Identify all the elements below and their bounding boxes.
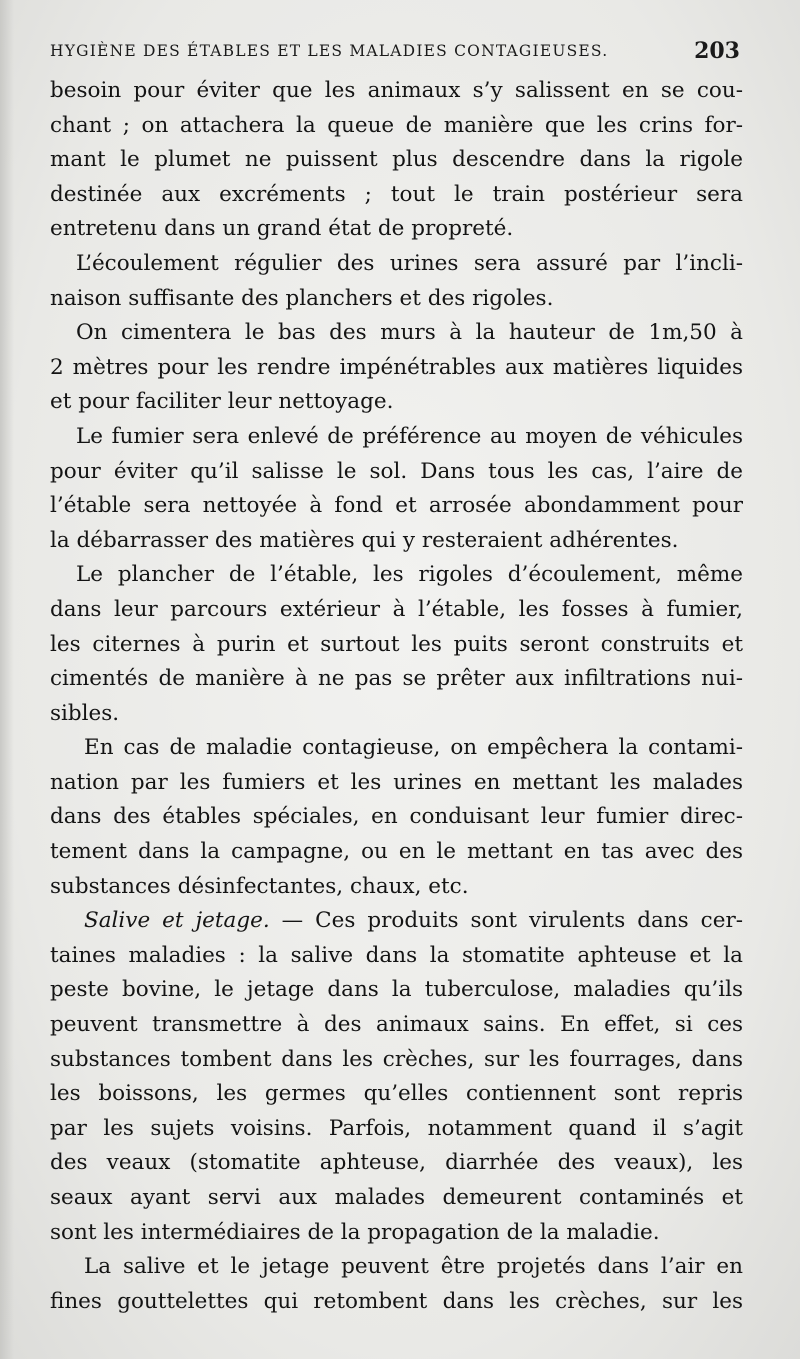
text-fragment: — Ces produits sont virulents dans cer- bbox=[269, 908, 743, 934]
text-line: pour éviter qu’il salisse le sol. Dans tous les cas, l’aire de bbox=[50, 458, 743, 484]
paragraph-5 bbox=[50, 558, 743, 731]
page-number: 203 bbox=[694, 38, 740, 64]
text-line: l’étable sera nettoyée à fond et arrosée abondamment pour bbox=[50, 493, 743, 519]
page-header bbox=[50, 38, 740, 74]
text-line: dans leur parcours extérieur à l’étable, les fosses à fumier, bbox=[50, 596, 743, 622]
text-line: chant ; on attachera la queue de manière que les crins for- bbox=[50, 112, 743, 138]
text-line: des veaux (stomatite aphteuse, diarrhée des veaux), les bbox=[50, 1150, 743, 1176]
text-line: sibles. bbox=[50, 700, 120, 726]
text-line: par les sujets voisins. Parfois, notamment quand il s’agit bbox=[50, 1115, 743, 1141]
text-line: Le plancher de l’étable, les rigoles d’écoulement, même bbox=[76, 562, 743, 588]
paragraph-3 bbox=[50, 316, 743, 420]
text-line: substances désinfectantes, chaux, etc. bbox=[50, 873, 469, 899]
text-line: peuvent transmettre à des animaux sains. En effet, si ces bbox=[50, 1012, 743, 1038]
text-line: les boissons, les germes qu’elles contiennent sont repris bbox=[50, 1081, 743, 1107]
text-line: On cimentera le bas des murs à la hauteur de 1m,50 à bbox=[76, 320, 743, 346]
text-line: fines gouttelettes qui retombent dans les crèches, sur les bbox=[50, 1288, 743, 1314]
running-title: HYGIÈNE DES ÉTABLES ET LES MALADIES CONTAGIEUSES. bbox=[50, 42, 609, 60]
text-line: seaux ayant servi aux malades demeurent contaminés et bbox=[50, 1185, 743, 1210]
text-line: la débarrasser des matières qui y resteraient adhérentes. bbox=[50, 527, 679, 553]
text-line: 2 mètres pour les rendre impénétrables aux matières liquides bbox=[50, 354, 743, 380]
paragraph-8 bbox=[50, 1250, 743, 1319]
text-line: besoin pour éviter que les animaux s’y salissent en se cou- bbox=[50, 78, 743, 103]
text-line: substances tombent dans les crèches, sur les fourrages, dans bbox=[50, 1046, 743, 1072]
text-line: L’écoulement régulier des urines sera assuré par l’incli- bbox=[76, 250, 743, 276]
paragraph-7 bbox=[50, 904, 743, 1250]
text-line: La salive et le jetage peuvent être projetés dans l’air en bbox=[84, 1254, 743, 1280]
text-line: Le fumier sera enlevé de préférence au moyen de véhicules bbox=[76, 423, 743, 449]
text-line: tement dans la campagne, ou en le mettant en tas avec des bbox=[50, 839, 743, 865]
text-line: En cas de maladie contagieuse, on empêchera la contami- bbox=[84, 735, 743, 761]
text-line: peste bovine, le jetage dans la tuberculose, maladies qu’ils bbox=[50, 977, 743, 1003]
text-line: et pour faciliter leur nettoyage. bbox=[50, 389, 394, 415]
paragraph-2 bbox=[50, 247, 743, 316]
page-gutter-shadow bbox=[0, 0, 14, 1359]
text-line: entretenu dans un grand état de propreté. bbox=[50, 216, 514, 242]
paragraph-1 bbox=[50, 74, 743, 247]
body-text bbox=[50, 74, 743, 1319]
text-line: taines maladies : la salive dans la stomatite aphteuse et la bbox=[50, 942, 743, 968]
text-line: naison suffisante des planchers et des rigoles. bbox=[50, 285, 554, 311]
text-line: destinée aux excréments ; tout le train postérieur sera bbox=[50, 181, 743, 207]
text-line: cimentés de manière à ne pas se prêter aux infiltrations nui- bbox=[50, 666, 743, 692]
text-line bbox=[50, 904, 743, 939]
section-heading-italic: Salive et jetage. bbox=[84, 908, 270, 934]
text-line: les citernes à purin et surtout les puits seront construits et bbox=[50, 631, 743, 657]
text-line: sont les intermédiaires de la propagation de la maladie. bbox=[50, 1219, 660, 1245]
paragraph-4 bbox=[50, 420, 743, 558]
text-line: nation par les fumiers et les urines en mettant les malades bbox=[50, 769, 743, 795]
text-line: dans des étables spéciales, en conduisant leur fumier direc- bbox=[50, 804, 743, 830]
text-line: mant le plumet ne puissent plus descendre dans la rigole bbox=[50, 147, 743, 173]
paragraph-6 bbox=[50, 731, 743, 904]
